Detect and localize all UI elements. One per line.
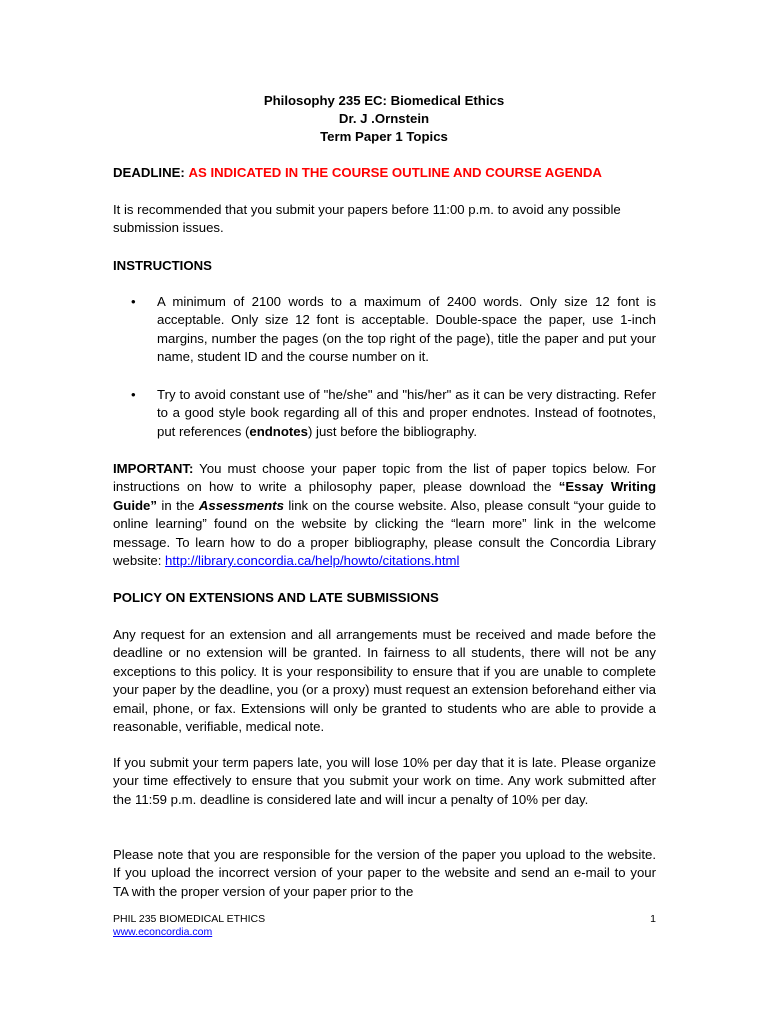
instructions-heading: INSTRUCTIONS: [113, 258, 212, 273]
course-title: Philosophy 235 EC: Biomedical Ethics: [263, 93, 505, 108]
deadline-label: DEADLINE:: [113, 165, 185, 180]
policy-late-paragraph: If you submit your term papers late, you will lose 10% per day that it is late. Please organize your time effectively to ensure that you submit your work on time. Any work submitted after the 11:59 p.m. deadline is considered late and will incur a penalty of 10% per day.: [113, 755, 656, 807]
important-text-2: in the: [156, 497, 199, 513]
document-header: [0, 92, 768, 146]
important-text-3: link on the course website. Also, please consult “your guide to online learning” found on the website by clicking the “learn more” link in the welcome message. To learn how to do a proper bibliography, please consult the Concordia Library website:: [113, 497, 656, 569]
assessments-link-name: Assessments: [198, 497, 284, 513]
instruction-item-style: [157, 386, 656, 441]
instruction-style-text-end: ) just before the bibliography.: [307, 423, 478, 439]
deadline-line: [113, 164, 656, 182]
recommendation-paragraph: It is recommended that you submit your papers before 11:00 p.m. to avoid any possible submission issues.: [113, 202, 621, 236]
bullet-icon: •: [131, 387, 136, 402]
instruction-item-word-count: A minimum of 2100 words to a maximum of 2400 words. Only size 12 font is acceptable. Only size 12 font is acceptable. Double-space the paper, use 1-inch margins, number the pages (on the top right of the page), title the paper and put your name, student ID and the course number on it.: [157, 294, 656, 365]
important-text: You must choose your paper topic from the list of paper topics below. For instructions on how to write a philosophy paper, please download the: [113, 461, 656, 495]
bullet-icon: •: [131, 294, 136, 309]
important-label: IMPORTANT:: [113, 461, 194, 476]
page-footer: [113, 913, 656, 939]
footer-course: PHIL 235 BIOMEDICAL ETHICS: [113, 913, 266, 925]
policy-version-paragraph: Please note that you are responsible for the version of the paper you upload to the website. If you upload the incorrect version of your paper to the website and send an e-mail to your TA with the proper version of your paper prior to the: [113, 847, 656, 899]
instructor-name: Dr. J .Ornstein: [338, 111, 430, 126]
important-paragraph: [113, 460, 656, 570]
essay-guide-title: “Essay Writing Guide”: [113, 479, 657, 513]
document-title: Term Paper 1 Topics: [320, 129, 448, 144]
endnotes-emphasis: endnotes: [249, 423, 308, 439]
instruction-style-text: Try to avoid constant use of "he/she" and "his/her" as it can be very distracting. Refer to a good style book regarding all of this and proper endnotes. Instead of footnotes, put references (: [157, 387, 656, 439]
deadline-value: AS INDICATED IN THE COURSE OUTLINE AND COURSE AGENDA: [188, 165, 602, 180]
page-number: 1: [650, 913, 656, 925]
footer-website-link[interactable]: www.econcordia.com: [113, 926, 213, 938]
library-citations-link[interactable]: http://library.concordia.ca/help/howto/citations.html: [165, 553, 460, 569]
policy-heading: POLICY ON EXTENSIONS AND LATE SUBMISSIONS: [113, 590, 439, 605]
policy-extensions-paragraph: Any request for an extension and all arrangements must be received and made before the deadline or no extension will be granted. In fairness to all students, there will not be any exceptions to this policy. It is your responsibility to ensure that if you are unable to complete your paper by the deadline, you (or a proxy) must request an extension beforehand either via email, phone, or fax. Extensions will only be granted to students who are able to provide a reasonable, verifiable, medical note.: [113, 627, 656, 735]
